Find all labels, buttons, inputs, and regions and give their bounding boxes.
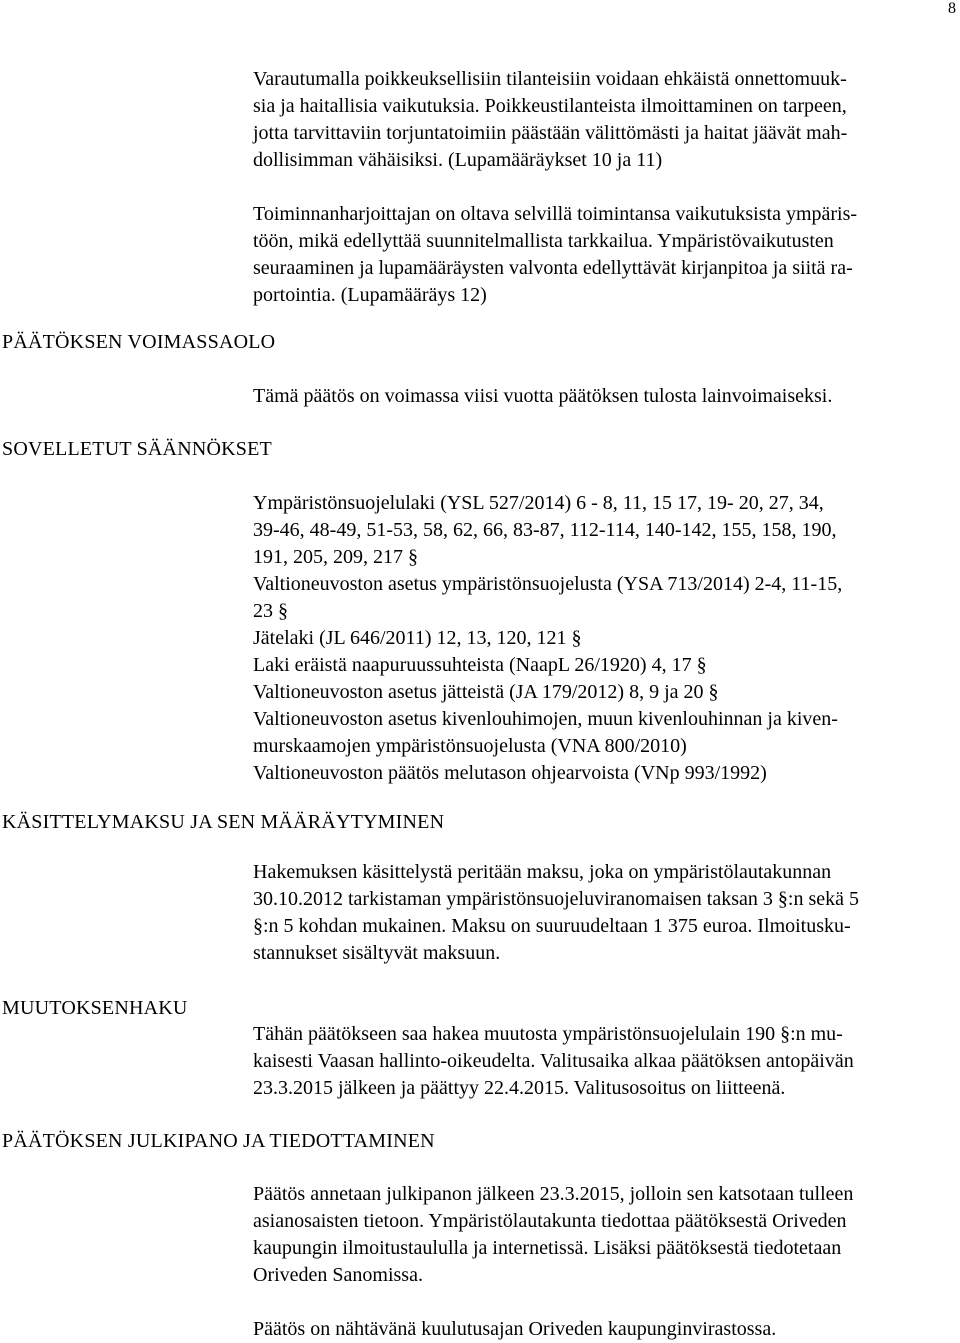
- text-line: Valtioneuvoston asetus ympäristönsuojelusta (YSA 713/2014) 2-4, 11-15,: [253, 573, 843, 595]
- text-line: Päätös on nähtävänä kuulutusajan Oriveden kaupunginvirastossa.: [253, 1318, 777, 1340]
- intro-paragraph-monitoring: [253, 201, 953, 309]
- section-julkipano-paragraph-2: [253, 1316, 953, 1343]
- page-number: 8: [948, 0, 956, 17]
- text-line: Tähän päätökseen saa hakea muutosta ympäristönsuojelulain 190 §:n mu-: [253, 1023, 843, 1045]
- section-muutoksenhaku-body: [253, 1021, 953, 1102]
- text-line: seuraaminen ja lupamääräysten valvonta edellyttävät kirjanpitoa ja siitä ra-: [253, 257, 853, 279]
- section-julkipano-paragraph-1: [253, 1181, 953, 1289]
- heading-julkipano: PÄÄTÖKSEN JULKIPANO JA TIEDOTTAMINEN: [2, 1130, 435, 1152]
- text-line: asianosaisten tietoon. Ympäristölautakunta tiedottaa päätöksestä Oriveden: [253, 1210, 847, 1232]
- text-line: Hakemuksen käsittelystä peritään maksu, joka on ympäristölautakunnan: [253, 861, 832, 883]
- text-line: Varautumalla poikkeuksellisiin tilanteisiin voidaan ehkäistä onnettomuuk-: [253, 68, 847, 90]
- heading-voimassaolo: PÄÄTÖKSEN VOIMASSAOLO: [2, 331, 276, 353]
- text-line: 30.10.2012 tarkistaman ympäristönsuojeluviranomaisen taksan 3 §:n sekä 5: [253, 888, 859, 910]
- text-line: Valtioneuvoston asetus jätteistä (JA 179/2012) 8, 9 ja 20 §: [253, 681, 719, 703]
- text-line: Oriveden Sanomissa.: [253, 1264, 423, 1286]
- text-line: 39-46, 48-49, 51-53, 58, 62, 66, 83-87, 112-114, 140-142, 155, 158, 190,: [253, 519, 837, 541]
- section-saannokset-body: [253, 490, 953, 787]
- text-line: Ympäristönsuojelulaki (YSL 527/2014) 6 - 8, 11, 15 17, 19- 20, 27, 34,: [253, 492, 824, 514]
- heading-kasittelymaksu: KÄSITTELYMAKSU JA SEN MÄÄRÄYTYMINEN: [2, 811, 445, 833]
- text-line: 23 §: [253, 600, 288, 622]
- section-voimassaolo-body: [253, 383, 953, 410]
- text-line: dollisimman vähäisiksi. (Lupamääräykset 10 ja 11): [253, 149, 663, 171]
- text-line: §:n 5 kohdan mukainen. Maksu on suuruudeltaan 1 375 euroa. Ilmoitusku-: [253, 915, 851, 937]
- text-line: kaupungin ilmoitustaululla ja internetissä. Lisäksi päätöksestä tiedotetaan: [253, 1237, 842, 1259]
- text-line: kaisesti Vaasan hallinto-oikeudelta. Valitusaika alkaa päätöksen antopäivän: [253, 1050, 854, 1072]
- text-line: Laki eräistä naapuruussuhteista (NaapL 26/1920) 4, 17 §: [253, 654, 707, 676]
- text-line: portointia. (Lupamääräys 12): [253, 284, 487, 306]
- text-line: jotta tarvittaviin torjuntatoimiin päästään välittömästi ja haitat jäävät mah-: [253, 122, 848, 144]
- text-line: Päätös annetaan julkipanon jälkeen 23.3.2015, jolloin sen katsotaan tulleen: [253, 1183, 854, 1205]
- heading-saannokset: SOVELLETUT SÄÄNNÖKSET: [2, 438, 272, 460]
- text-line: sia ja haitallisia vaikutuksia. Poikkeustilanteista ilmoittaminen on tarpeen,: [253, 95, 847, 117]
- text-line: Valtioneuvoston päätös melutason ohjearvoista (VNp 993/1992): [253, 762, 767, 784]
- text-line: Toiminnanharjoittajan on oltava selvillä toimintansa vaikutuksista ympäris-: [253, 203, 858, 225]
- text-line: 23.3.2015 jälkeen ja päättyy 22.4.2015. Valitusosoitus on liitteenä.: [253, 1077, 786, 1099]
- text-line: Tämä päätös on voimassa viisi vuotta päätöksen tulosta lainvoimaiseksi.: [253, 385, 833, 407]
- text-line: töön, mikä edellyttää suunnitelmallista tarkkailua. Ympäristövaikutusten: [253, 230, 834, 252]
- text-line: Jätelaki (JL 646/2011) 12, 13, 120, 121 §: [253, 627, 582, 649]
- text-line: stannukset sisältyvät maksuun.: [253, 942, 501, 964]
- text-line: Valtioneuvoston asetus kivenlouhimojen, muun kivenlouhinnan ja kiven-: [253, 708, 838, 730]
- heading-muutoksenhaku: MUUTOKSENHAKU: [2, 997, 188, 1019]
- intro-paragraph-preparedness: [253, 66, 953, 174]
- text-line: 191, 205, 209, 217 §: [253, 546, 418, 568]
- text-line: murskaamojen ympäristönsuojelusta (VNA 800/2010): [253, 735, 687, 757]
- section-kasittelymaksu-body: [253, 859, 953, 967]
